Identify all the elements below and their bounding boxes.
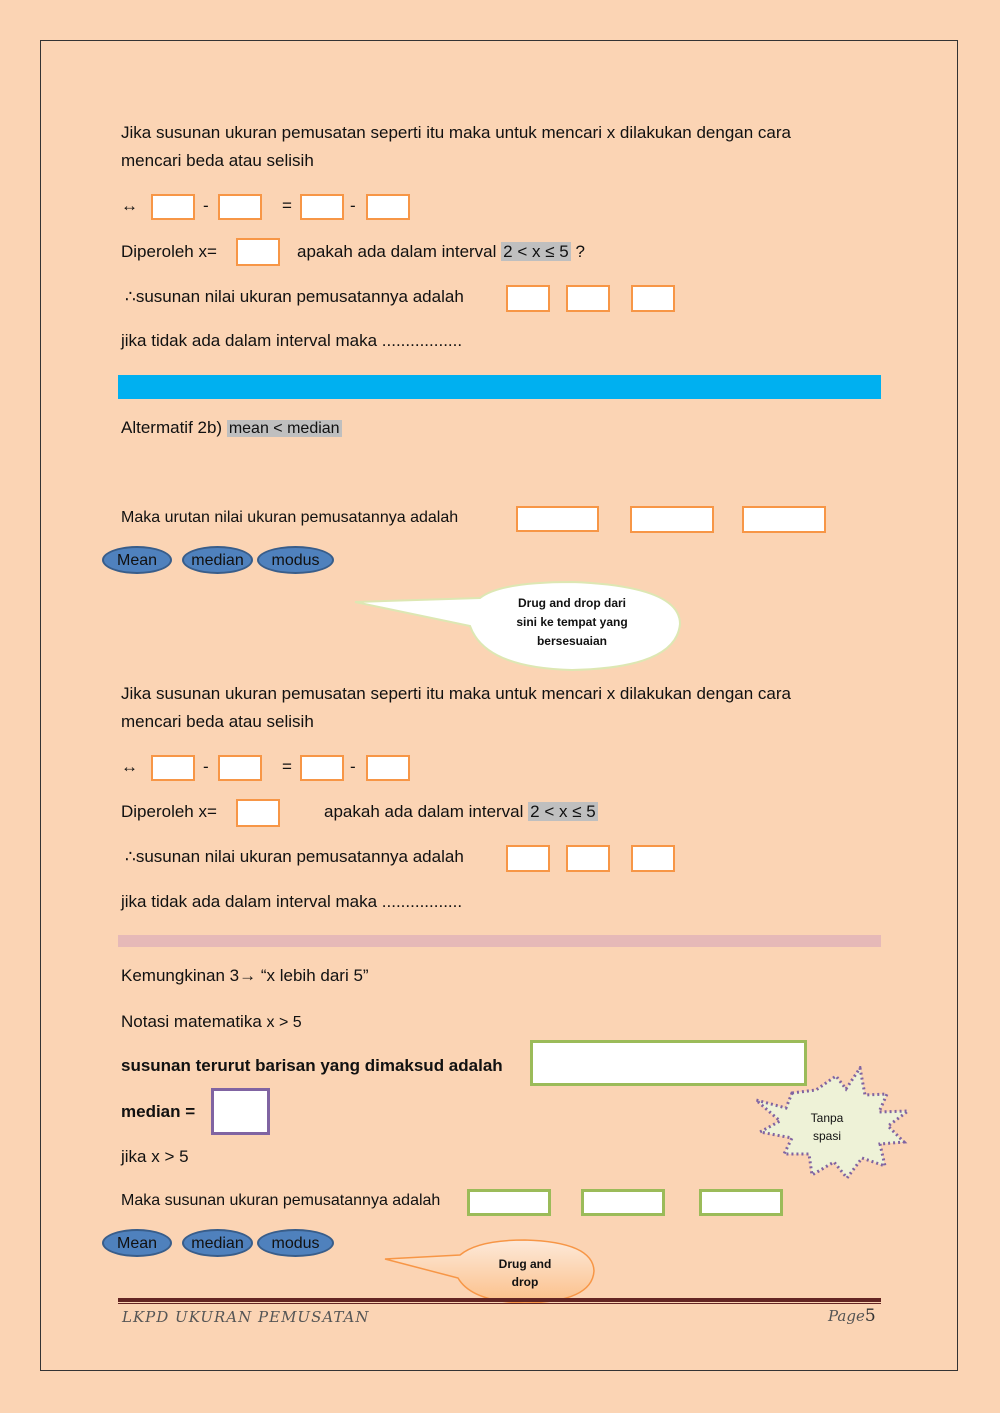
s3-pill-mean[interactable]: Mean: [102, 1229, 172, 1257]
blue-divider: [118, 375, 881, 399]
s2-order-box-2[interactable]: [630, 506, 714, 533]
s3-callout-bubble: [385, 1240, 594, 1303]
s2-diff-box-4[interactable]: [366, 755, 410, 781]
s2-x-answer-box[interactable]: [236, 799, 280, 827]
s3-result-box-1[interactable]: [467, 1189, 551, 1216]
s2-order-box-3[interactable]: [742, 506, 826, 533]
s3-possibility: Kemungkinan 3→ “x lebih dari 5”: [121, 966, 369, 985]
s2-intro-line1: Jika susunan ukuran pemusatan seperti itu maka untuk mencari x dilakukan dengan cara: [121, 684, 791, 703]
s2-result-box-3[interactable]: [631, 845, 675, 872]
footer-title: LKPD UKURAN PEMUSATAN: [122, 1308, 370, 1326]
s2-equals: =: [282, 757, 292, 776]
s1-diff-box-4[interactable]: [366, 194, 410, 220]
s1-interval-question: apakah ada dalam interval: [297, 242, 497, 261]
s1-interval-line: [297, 238, 585, 266]
s3-notation-label: Notasi matematika: [121, 1012, 262, 1031]
s2-interval-question: apakah ada dalam interval: [324, 802, 524, 821]
s3-star-line-2: spasi: [812, 1129, 842, 1143]
s2-result-box-1[interactable]: [506, 845, 550, 872]
s2-callout-line-1: Drug and drop dari: [518, 596, 626, 610]
s3-median-label: median =: [121, 1102, 196, 1121]
s1-diff-box-1[interactable]: [151, 194, 195, 220]
s3-result-label: Maka susunan ukuran pemusatannya adalah: [121, 1192, 441, 1209]
s3-star-note: [752, 1066, 910, 1182]
s2-double-arrow: ↔: [121, 757, 138, 776]
footer-page: [828, 1306, 876, 1326]
s1-diff-box-2[interactable]: [218, 194, 262, 220]
s1-order-box-2[interactable]: [566, 285, 610, 312]
s1-minus-1: -: [203, 196, 209, 215]
s1-equals: =: [282, 196, 292, 215]
s1-order-box-3[interactable]: [631, 285, 675, 312]
s3-condition: jika x > 5: [121, 1147, 189, 1166]
s1-interval: 2 < x ≤ 5: [503, 242, 569, 261]
s3-pill-median[interactable]: median: [182, 1229, 253, 1257]
s3-notation: x > 5: [266, 1014, 302, 1031]
s3-callout-line-2: drop: [511, 1275, 539, 1289]
s2-alt-line: [121, 414, 342, 443]
s3-callout-line-1: Drug and: [498, 1257, 552, 1271]
s2-not-in-interval: jika tidak ada dalam interval maka .................: [121, 892, 463, 911]
s1-obtained-label: Diperoleh x=: [121, 242, 217, 261]
s2-diff-box-3[interactable]: [300, 755, 344, 781]
s1-x-answer-box[interactable]: [236, 238, 280, 266]
s2-interval-line: [324, 798, 598, 826]
s1-diff-box-3[interactable]: [300, 194, 344, 220]
s1-intro-line2: mencari beda atau selisih: [121, 151, 314, 170]
footer-rule-thick: [118, 1298, 881, 1302]
s2-alt-condition: mean < median: [228, 420, 340, 437]
s1-not-in-interval: jika tidak ada dalam interval maka .................: [121, 331, 463, 350]
footer-page-label: Page: [828, 1307, 865, 1325]
s1-order-box-1[interactable]: [506, 285, 550, 312]
s2-pill-modus[interactable]: modus: [257, 546, 334, 574]
s1-question-mark: ?: [575, 242, 585, 261]
s2-result-box-2[interactable]: [566, 845, 610, 872]
s1-minus-2: -: [350, 196, 356, 215]
footer-page-number: 5: [864, 1306, 876, 1326]
s3-sequence-label: susunan terurut barisan yang dimaksud adalah: [121, 1056, 503, 1075]
footer-rule-thin: [118, 1303, 881, 1304]
s2-diff-box-1[interactable]: [151, 755, 195, 781]
s3-result-box-3[interactable]: [699, 1189, 783, 1216]
s2-interval: 2 < x ≤ 5: [530, 802, 596, 821]
s2-intro-line2: mencari beda atau selisih: [121, 712, 314, 731]
s1-therefore-label: ∴susunan nilai ukuran pemusatannya adalah: [125, 287, 464, 306]
s2-callout-line-2: sini ke tempat yang: [516, 615, 628, 629]
s2-minus-2: -: [350, 757, 356, 776]
s3-notation-line: [121, 1008, 302, 1037]
s2-callout-line-3: bersesuaian: [536, 634, 608, 648]
s3-result-box-2[interactable]: [581, 1189, 665, 1216]
s2-pill-mean[interactable]: Mean: [102, 546, 172, 574]
s2-alt-label: Altermatif 2b): [121, 418, 223, 437]
pink-divider: [118, 935, 881, 947]
s3-pill-modus[interactable]: modus: [257, 1229, 334, 1257]
s3-star-line-1: Tanpa: [810, 1111, 844, 1125]
s2-order-label: Maka urutan nilai ukuran pemusatannya adalah: [121, 509, 459, 526]
s3-drag-callout: [380, 1238, 600, 1306]
s2-minus-1: -: [203, 757, 209, 776]
s1-double-arrow: ↔: [121, 196, 138, 215]
s2-obtained-label: Diperoleh x=: [121, 802, 217, 821]
s2-pill-median[interactable]: median: [182, 546, 253, 574]
s3-median-box[interactable]: [211, 1088, 270, 1135]
s1-intro-line1: Jika susunan ukuran pemusatan seperti itu maka untuk mencari x dilakukan dengan cara: [121, 123, 791, 142]
s2-therefore-label: ∴susunan nilai ukuran pemusatannya adalah: [125, 847, 464, 866]
s2-diff-box-2[interactable]: [218, 755, 262, 781]
s2-order-box-1[interactable]: [516, 506, 599, 532]
s2-drag-callout: [350, 580, 690, 672]
